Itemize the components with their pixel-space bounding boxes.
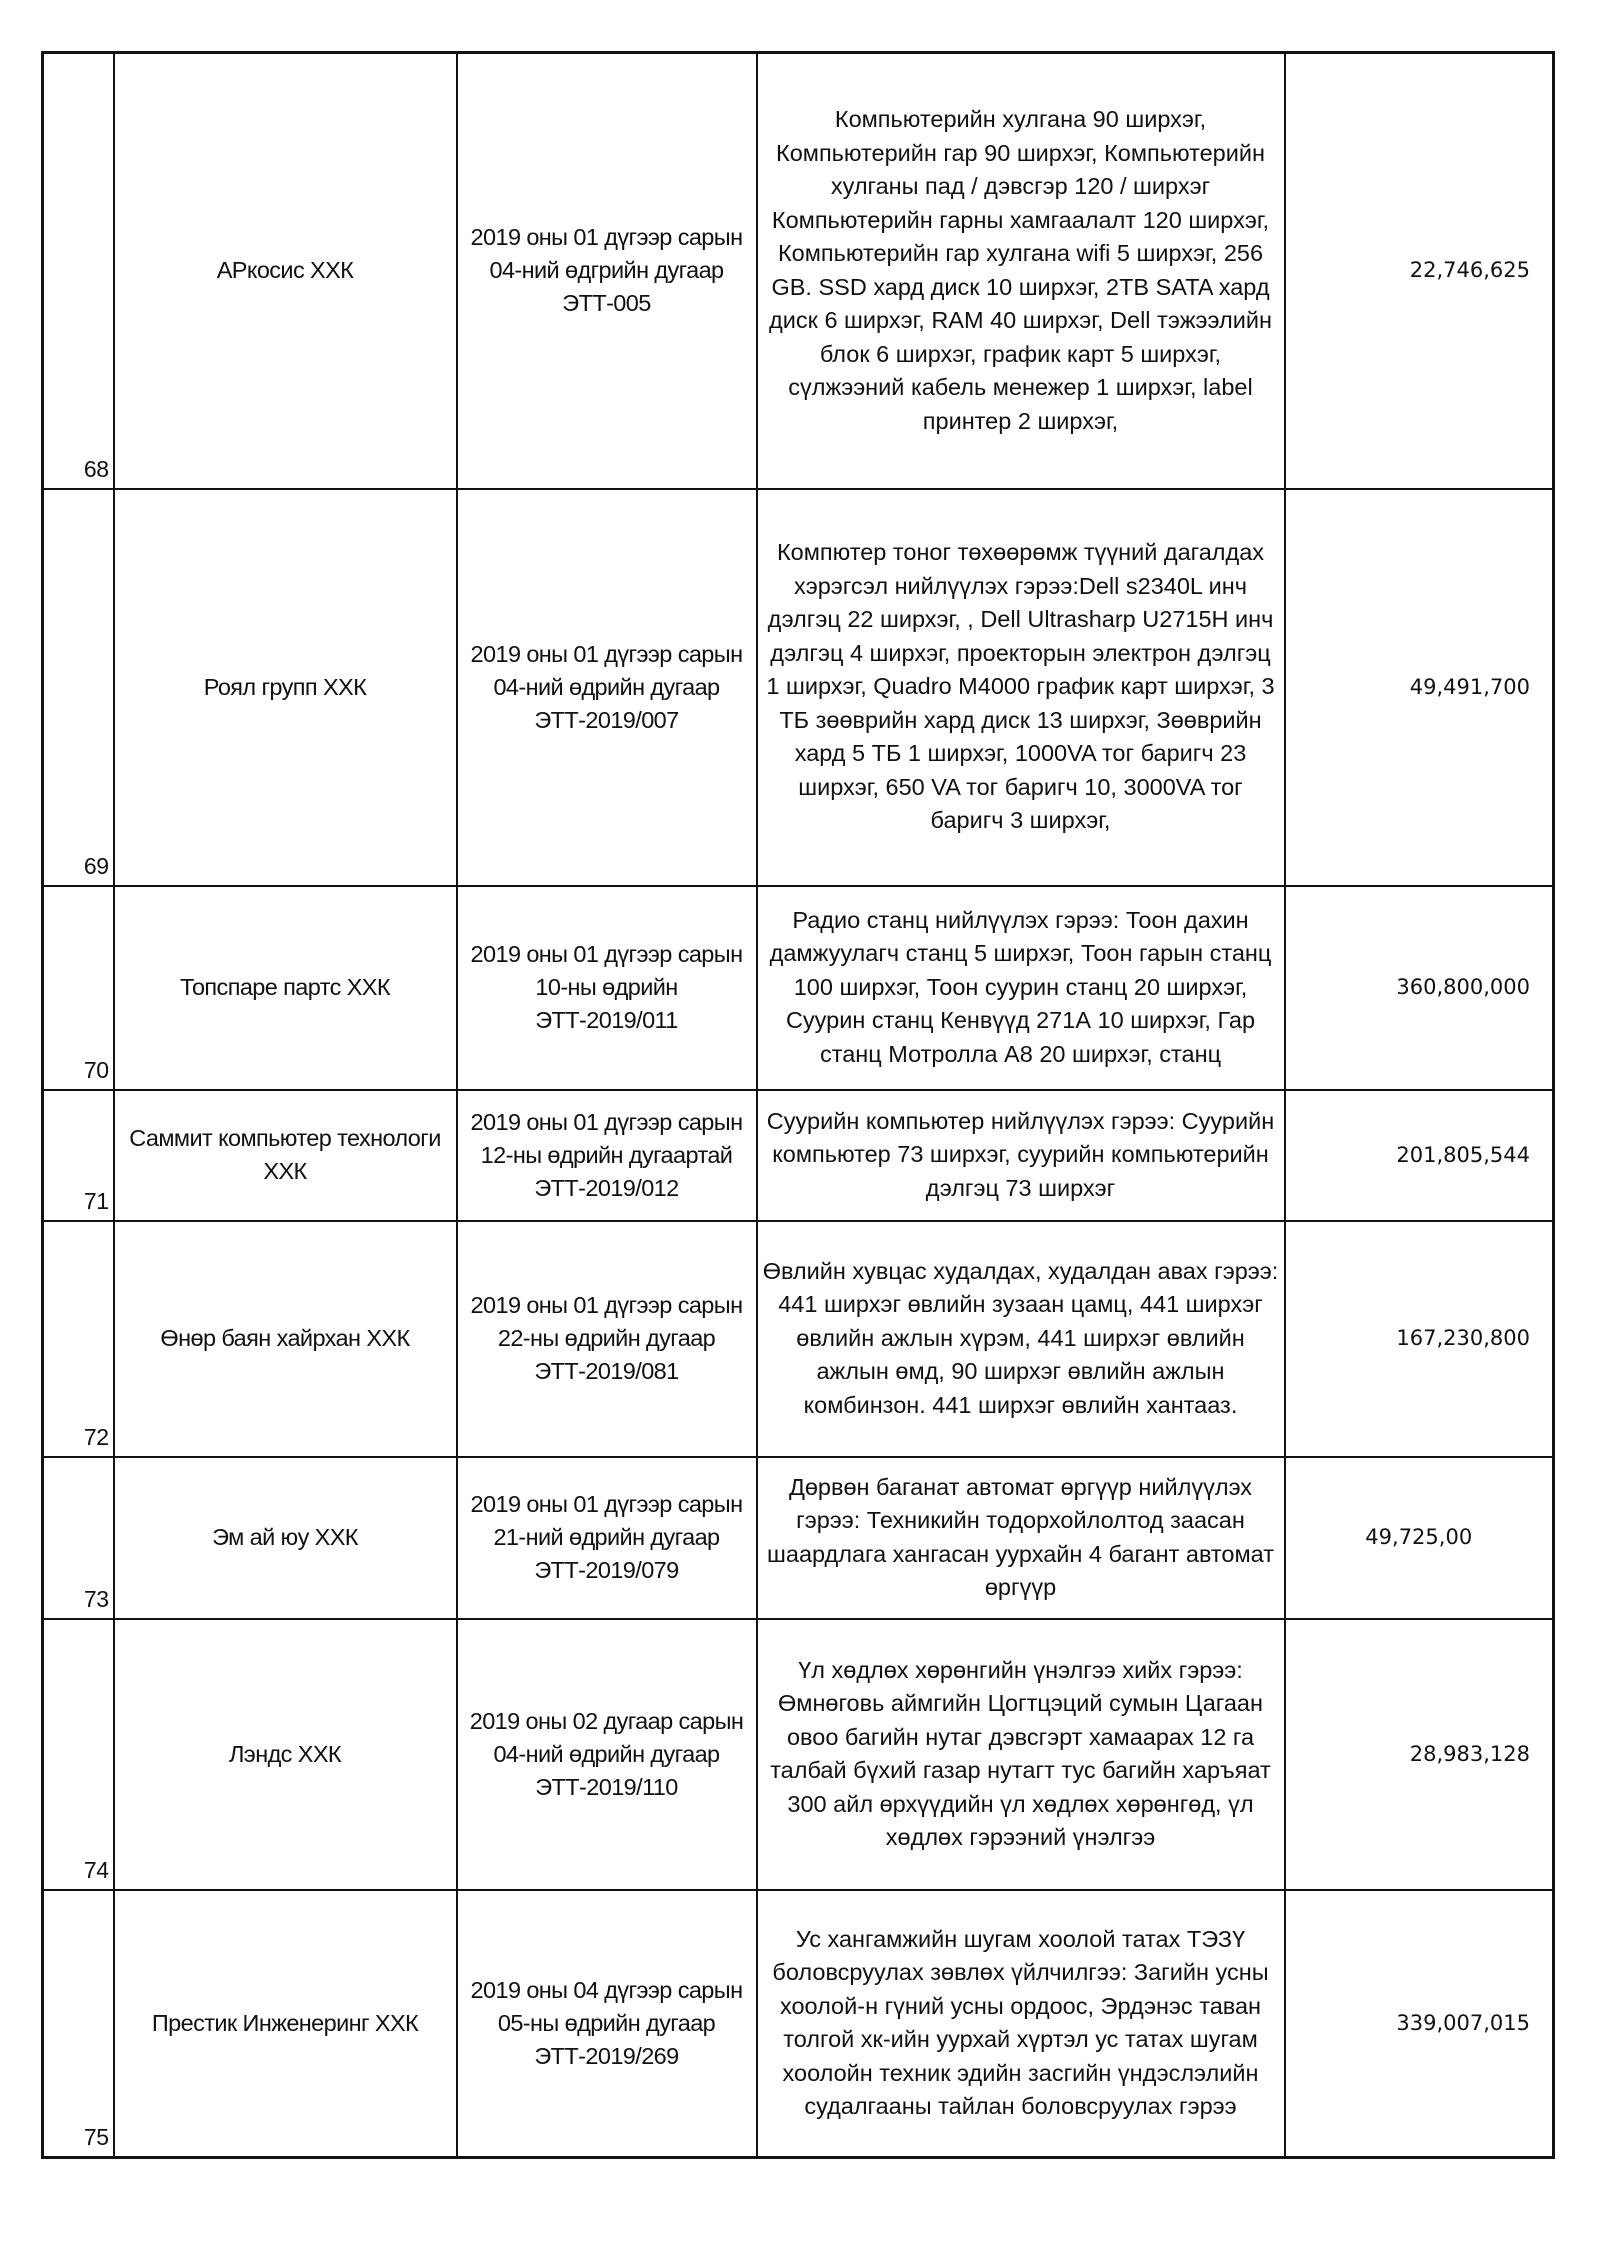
contract-description: Суурийн компьютер нийлүүлэх гэрээ: Суурийн компьютер 73 ширхэг, суурийн компьютерийн дэлгэц 73 ширхэг <box>757 1090 1285 1221</box>
company-name: Топспаре партс ХХК <box>114 886 457 1090</box>
contract-amount: 201,805,544 <box>1285 1090 1554 1221</box>
contract-reference: 2019 оны 01 дүгээр сарын 22-ны өдрийн дугаар ЭТТ-2019/081 <box>457 1221 757 1457</box>
contract-description: Үл хөдлөх хөрөнгийн үнэлгээ хийх гэрээ: Өмнөговь аймгийн Цогтцэций сумын Цагаан овоо багийн нутаг дэвсгэрт хамаарах 12 га талбай бүхий газар нутагт тус багийн харъяат 300 айл өрхүүдийн үл хөдлөх хөрөнгөд, үл хөдлөх гэрээний үнэлгээ <box>757 1619 1285 1890</box>
contract-description: Өвлийн хувцас худалдах, худалдан авах гэрээ: 441 ширхэг өвлийн зузаан цамц, 441 ширхэг өвлийн ажлын хүрэм, 441 ширхэг өвлийн ажлын өмд, 90 ширхэг өвлийн ажлын комбинзон. 441 ширхэг өвлийн хантааз. <box>757 1221 1285 1457</box>
row-number: 70 <box>43 886 114 1090</box>
contract-amount: 28,983,128 <box>1285 1619 1554 1890</box>
table-row <box>43 1221 1554 1457</box>
company-name: Роял групп ХХК <box>114 489 457 886</box>
contract-reference: 2019 оны 02 дугаар сарын 04-ний өдрийн дугаар ЭТТ-2019/110 <box>457 1619 757 1890</box>
row-number: 74 <box>43 1619 114 1890</box>
contract-amount: 49,725,00 <box>1285 1457 1554 1619</box>
table-row <box>43 489 1554 886</box>
contract-description: Радио станц нийлүүлэх гэрээ: Тоон дахин дамжуулагч станц 5 ширхэг, Тоон гарын станц 100 ширхэг, Тоон суурин станц 20 ширхэг, Суурин станц Кенвүүд 271А 10 ширхэг, Гар станц Мотролла А8 20 ширхэг, станц <box>757 886 1285 1090</box>
contract-reference: 2019 оны 04 дүгээр сарын 05-ны өдрийн дугаар ЭТТ-2019/269 <box>457 1890 757 2158</box>
row-number: 73 <box>43 1457 114 1619</box>
contract-amount: 167,230,800 <box>1285 1221 1554 1457</box>
table-row <box>43 886 1554 1090</box>
company-name: АРкосис ХХК <box>114 53 457 489</box>
row-number: 75 <box>43 1890 114 2158</box>
table-row <box>43 1457 1554 1619</box>
contract-reference: 2019 оны 01 дүгээр сарын 04-ний өдгрийн дугаар ЭТТ-005 <box>457 53 757 489</box>
table-row <box>43 1890 1554 2158</box>
contract-amount: 339,007,015 <box>1285 1890 1554 2158</box>
company-name: Лэндс ХХК <box>114 1619 457 1890</box>
row-number: 71 <box>43 1090 114 1221</box>
company-name: Эм ай юу ХХК <box>114 1457 457 1619</box>
contract-description: Компютер тоног төхөөрөмж түүний дагалдах хэрэгсэл нийлүүлэх гэрээ:Dell s2340L инч дэлгэц 22 ширхэг, , Dell Ultrasharp U2715H инч дэлгэц 4 ширхэг, проекторын электрон дэлгэц 1 ширхэг, Quadro M4000 график карт ширхэг, 3 ТБ зөөврийн хард диск 13 ширхэг, Зөөврийн хард 5 ТБ 1 ширхэг, 1000VA тог баригч 23 ширхэг, 650 VA тог баригч 10, 3000VA тог баригч 3 ширхэг, <box>757 489 1285 886</box>
contract-reference: 2019 оны 01 дүгээр сарын 04-ний өдрийн дугаар ЭТТ-2019/007 <box>457 489 757 886</box>
contract-description: Компьютерийн хулгана 90 ширхэг, Компьютерийн гар 90 ширхэг, Компьютерийн хулганы пад / дэвсгэр 120 / ширхэг Компьютерийн гарны хамгаалалт 120 ширхэг, Компьютерийн гар хулгана wifi 5 ширхэг, 256 GB. SSD хард диск 10 ширхэг, 2TB SATA хард диск 6 ширхэг, RAM 40 ширхэг, Dell тэжээлийн блок 6 ширхэг, график карт 5 ширхэг, сүлжээний кабель менежер 1 ширхэг, label принтер 2 ширхэг, <box>757 53 1285 489</box>
contract-reference: 2019 оны 01 дүгээр сарын 12-ны өдрийн дугаартай ЭТТ-2019/012 <box>457 1090 757 1221</box>
company-name: Престик Инженеринг ХХК <box>114 1890 457 2158</box>
contract-amount: 22,746,625 <box>1285 53 1554 489</box>
row-number: 72 <box>43 1221 114 1457</box>
row-number: 69 <box>43 489 114 886</box>
table-row <box>43 53 1554 489</box>
table-row <box>43 1090 1554 1221</box>
row-number: 68 <box>43 53 114 489</box>
contract-amount: 49,491,700 <box>1285 489 1554 886</box>
contract-description: Дөрвөн баганат автомат өргүүр нийлүүлэх гэрээ: Техникийн тодорхойлолтод заасан шаардлага хангасан уурхайн 4 багант автомат өргүүр <box>757 1457 1285 1619</box>
contracts-table <box>41 51 1555 2159</box>
table-row <box>43 1619 1554 1890</box>
company-name: Саммит компьютер технологи ХХК <box>114 1090 457 1221</box>
contract-reference: 2019 оны 01 дүгээр сарын 10-ны өдрийн ЭТТ-2019/011 <box>457 886 757 1090</box>
contract-reference: 2019 оны 01 дүгээр сарын 21-ний өдрийн дугаар ЭТТ-2019/079 <box>457 1457 757 1619</box>
contract-description: Ус хангамжийн шугам хоолой татах ТЭЗҮ боловсруулах зөвлөх үйлчилгээ: Загийн усны хоолой-н гүний усны ордоос, Эрдэнэс таван толгой хк-ийн уурхай хүртэл ус татах шугам хоолойн техник эдийн засгийн үндэслэлийн судалгааны тайлан боловсруулах гэрээ <box>757 1890 1285 2158</box>
company-name: Өнөр баян хайрхан ХХК <box>114 1221 457 1457</box>
contract-amount: 360,800,000 <box>1285 886 1554 1090</box>
